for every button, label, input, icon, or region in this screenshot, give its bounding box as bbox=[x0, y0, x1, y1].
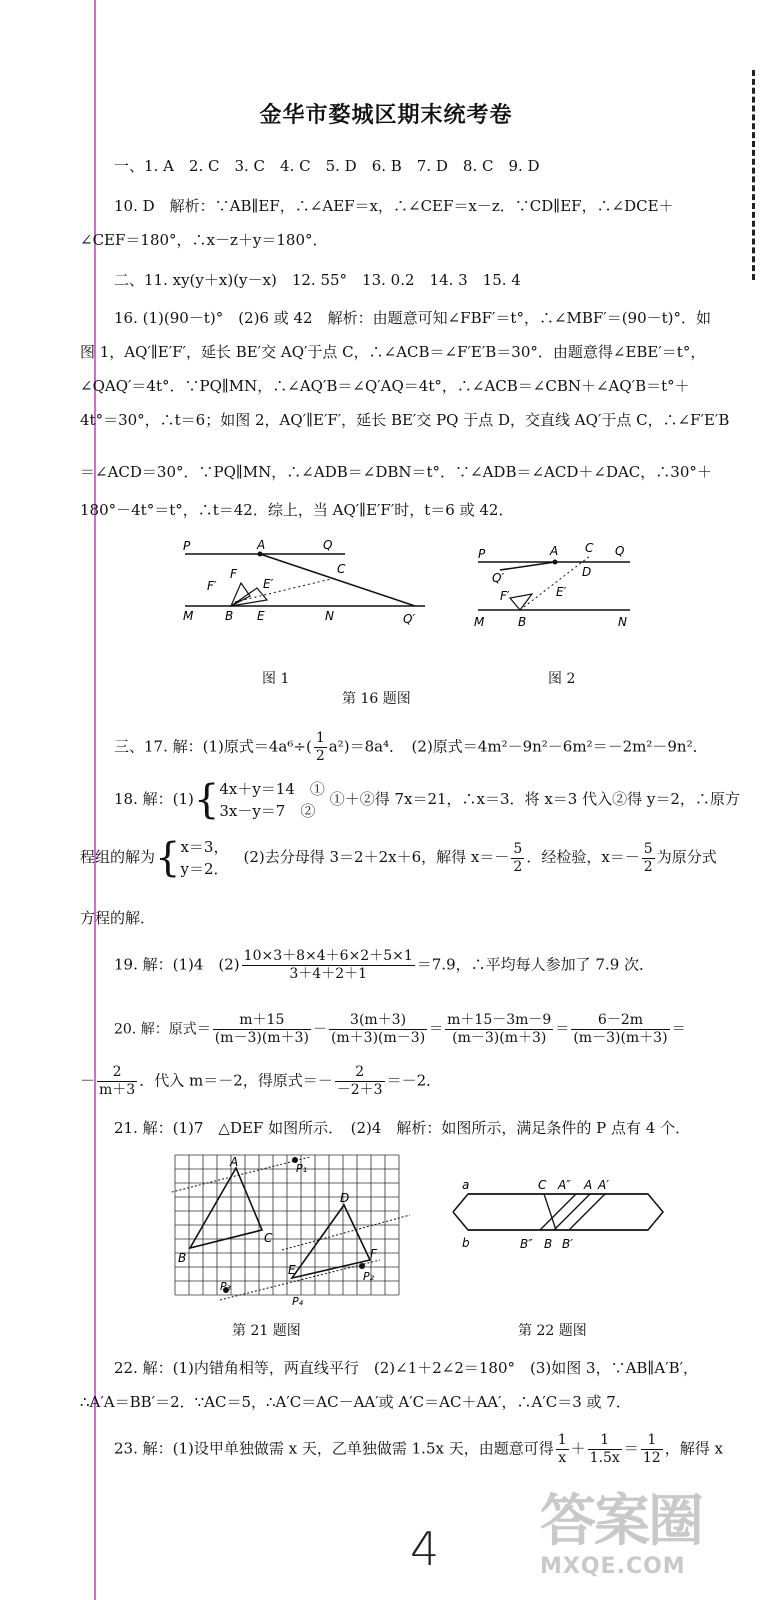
q18-frac1-den: 2 bbox=[513, 858, 523, 875]
figure-21-grid bbox=[170, 1150, 415, 1310]
answer-line-10b: ∠CEF＝180°，∴x－z＋y＝180°． bbox=[80, 231, 328, 249]
q23-frac-b bbox=[588, 1432, 622, 1467]
q20-frace-den: m＋3 bbox=[99, 1082, 136, 1098]
answer-line-16b: 图 1，AQ′∥E′F′，延长 BE′交 AQ′于点 C，∴∠ACB＝∠F′E′B＝30°．由题意得∠EBE′＝t°， bbox=[80, 343, 706, 361]
q18-eq2: 3x－y＝7 ② bbox=[219, 802, 316, 820]
svg-text:F: F bbox=[370, 1247, 377, 1261]
q20-frace-num: 2 bbox=[97, 1064, 137, 1082]
q20-fracb-num: 3(m＋3) bbox=[329, 1012, 427, 1030]
q17-text-b: ＝8a⁴． (2)原式＝4m²－9n²－6m²＝－2m²－9n²． bbox=[349, 737, 708, 756]
svg-text:N: N bbox=[325, 609, 334, 623]
q23-fraca-den: x bbox=[558, 1450, 567, 1466]
answer-line-10: 10. D 解析：∵AB∥EF，∴∠AEF＝x，∴∠CEF＝x－z．∵CD∥EF，∴∠DCE＋ bbox=[114, 197, 674, 215]
q17-frac-den: 2 bbox=[315, 748, 325, 764]
q20-eq-3: ＝ bbox=[671, 1021, 686, 1038]
q23-fracb-den: 1.5x bbox=[589, 1450, 620, 1466]
figure-16-1 bbox=[175, 538, 435, 658]
watermark-url: MXQE.COM bbox=[540, 1554, 686, 1579]
q18-frac-2 bbox=[642, 841, 655, 876]
q18-frac-1 bbox=[511, 841, 524, 876]
svg-text:a: a bbox=[462, 1178, 470, 1192]
q20-text-a: 20. 解：原式＝ bbox=[114, 1021, 211, 1038]
svg-text:A: A bbox=[584, 1178, 593, 1192]
svg-text:Q′: Q′ bbox=[403, 612, 416, 626]
svg-text:A: A bbox=[550, 544, 559, 558]
svg-text:C: C bbox=[264, 1231, 273, 1245]
q19-frac-num: 10×3＋8×4＋6×2＋5×1 bbox=[243, 948, 413, 964]
q23-eq: ＝ bbox=[623, 1439, 639, 1458]
q23-text-a: 23. 解：(1)设甲单独做需 x 天，乙单独做需 1.5x 天，由题意可得 bbox=[114, 1439, 554, 1458]
q19-text-a: 19. 解：(1)4 (2) bbox=[114, 955, 240, 974]
page-title: 金华市婺城区期末统考卷 bbox=[259, 102, 513, 128]
q20-fracd-num: 6－2m bbox=[571, 1012, 669, 1030]
svg-text:Q: Q bbox=[615, 544, 625, 558]
answer-line-11: 二、11. xy(y＋x)(y－x) 12. 55° 13. 0.2 14. 3 15. 4 bbox=[114, 271, 521, 289]
svg-text:D: D bbox=[340, 1191, 350, 1205]
svg-text:M: M bbox=[183, 609, 194, 623]
fig1-label: 图 1 bbox=[262, 671, 290, 687]
answer-line-20: 20. 解：原式＝ $\frac{m+15}{(m-3)(m+3)}$ － $\frac{3(m+3)}{(m+3)(m-3)}$ ＝ $\frac{m+15-3m-9}{(m-3)(m+3)}$ ＝ $\frac{6-2m}{(m-3)(m+3)}$ ＝ bbox=[114, 1012, 686, 1046]
q18-sol2: y＝2． bbox=[180, 860, 229, 878]
answer-line-22b: ∴A′A＝BB′＝2．∵AC＝5，∴A′C＝AC－AA′或 A′C＝AC＋AA′，∴A′C＝3 或 7． bbox=[80, 1393, 631, 1411]
answer-line-20b: － $\frac{2}{m+3}$ ．代入 m＝－2，得原式＝－ $\frac{2}{-2+3}$ ＝－2． bbox=[80, 1064, 442, 1098]
svg-text:C: C bbox=[585, 541, 594, 555]
q23-frac-a bbox=[556, 1432, 569, 1467]
svg-text:B: B bbox=[544, 1237, 553, 1251]
svg-text:F′: F′ bbox=[500, 589, 510, 603]
q17-paren-open: ( bbox=[305, 737, 312, 756]
svg-text:P₁: P₁ bbox=[296, 1162, 308, 1175]
svg-text:Q′: Q′ bbox=[492, 571, 505, 585]
svg-text:P: P bbox=[183, 539, 191, 553]
svg-text:E: E bbox=[288, 1263, 296, 1277]
answer-line-18 bbox=[114, 778, 740, 822]
q20-frac-b bbox=[329, 1012, 427, 1047]
answer-line-22: 22. 解：(1)内错角相等，两直线平行 (2)∠1＋2∠2＝180° (3)如图 3，∵AB∥A′B′， bbox=[114, 1359, 699, 1377]
svg-text:C: C bbox=[538, 1178, 547, 1192]
watermark-text: 答案圈 bbox=[540, 1489, 702, 1554]
q18-frac2-den: 2 bbox=[643, 858, 653, 875]
q17-paren-close: ) bbox=[343, 737, 350, 756]
svg-text:E: E bbox=[257, 609, 265, 623]
svg-text:E′: E′ bbox=[263, 577, 274, 591]
q18-sol1: x＝3， bbox=[180, 838, 229, 856]
q20-fracf-num: 2 bbox=[335, 1064, 385, 1082]
watermark-logo bbox=[540, 1490, 770, 1600]
q20-frac-e bbox=[97, 1064, 137, 1099]
svg-text:N: N bbox=[618, 615, 627, 629]
fig22-caption: 第 22 题图 bbox=[518, 1323, 587, 1339]
q18-solution bbox=[180, 836, 228, 880]
q20-fracc-num: m＋15－3m－9 bbox=[447, 1012, 552, 1028]
q20-eq-1: ＝ bbox=[429, 1021, 444, 1038]
q18-text-d: (2)去分母得 3＝2＋2x＋6，解得 x＝－ bbox=[228, 848, 510, 866]
answer-line-17 bbox=[114, 730, 708, 765]
q23-text-c: ，解得 x bbox=[664, 1439, 723, 1458]
svg-text:B″: B″ bbox=[520, 1237, 533, 1251]
answer-line-16f: 180°－4t°＝t°，∴t＝42．综上，当 AQ′∥E′F′时，t＝6 或 42． bbox=[80, 501, 514, 519]
answer-line-18c: 方程的解． bbox=[80, 909, 156, 927]
q18-text-e: ．经检验，x＝－ bbox=[526, 848, 640, 866]
q20-frac-c bbox=[445, 1012, 553, 1047]
svg-text:B: B bbox=[178, 1251, 187, 1265]
q23-frac-c bbox=[641, 1432, 663, 1467]
svg-text:F′: F′ bbox=[207, 579, 217, 593]
page-number: 4 bbox=[410, 1522, 440, 1576]
q20-eq-2: ＝ bbox=[555, 1021, 570, 1038]
svg-text:P₄: P₄ bbox=[292, 1295, 304, 1308]
svg-text:E′: E′ bbox=[556, 585, 567, 599]
q17-text-a: 三、17. 解：(1)原式＝4a⁶÷ bbox=[114, 737, 306, 756]
q18-text-c: 程组的解为 bbox=[80, 848, 156, 866]
q18-text-f: 为原分式 bbox=[656, 848, 717, 866]
q18-system bbox=[219, 778, 325, 822]
q23-fracb-num: 1 bbox=[588, 1432, 622, 1450]
q20-frac-a bbox=[213, 1012, 311, 1047]
svg-text:b: b bbox=[462, 1236, 470, 1250]
q20-fracb-den: (m＋3)(m－3) bbox=[330, 1030, 426, 1046]
q20-fracd-den: (m－3)(m＋3) bbox=[573, 1030, 668, 1046]
answer-line-16c: ∠QAQ′＝4t°．∵PQ∥MN，∴∠AQ′B＝∠Q′AQ＝4t°，∴∠ACB＝∠CBN＋∠AQ′B＝t°＋ bbox=[80, 377, 690, 395]
q19-frac-den: 3＋4＋2＋1 bbox=[289, 966, 368, 982]
q23-fracc-num: 1 bbox=[641, 1432, 663, 1450]
answer-line-19 bbox=[114, 948, 654, 983]
q20-frac-f bbox=[335, 1064, 385, 1099]
q23-fraca-num: 1 bbox=[557, 1432, 567, 1448]
q17-frac-tail: a² bbox=[328, 737, 344, 756]
svg-text:Q: Q bbox=[323, 538, 333, 552]
answer-line-23: 23. 解：(1)设甲单独做需 x 天，乙单独做需 1.5x 天，由题意可得 $\frac{1}{x}$ ＋ $\frac{1}{1.5x}$ ＝ $\frac{1}{12}$ ，解得 x bbox=[114, 1432, 723, 1466]
q18-eq1: 4x＋y＝14 ① bbox=[219, 780, 325, 798]
q20-text-c: ．代入 m＝－2，得原式＝－ bbox=[139, 1071, 333, 1090]
svg-text:B′: B′ bbox=[562, 1237, 573, 1251]
q19-text-b: ＝7.9，∴平均每人参加了 7.9 次． bbox=[416, 955, 655, 974]
svg-text:C: C bbox=[337, 562, 346, 576]
svg-text:P₂: P₂ bbox=[363, 1270, 375, 1283]
answer-line-1: 一、1. A 2. C 3. C 4. C 5. D 6. B 7. D 8. C 9. D bbox=[114, 157, 540, 175]
q19-fraction bbox=[242, 948, 415, 983]
svg-text:P₃: P₃ bbox=[220, 1280, 232, 1293]
q20-fraca-num: m＋15 bbox=[213, 1012, 311, 1030]
answer-line-18b bbox=[80, 836, 717, 880]
q20-fracc-den: (m－3)(m＋3) bbox=[452, 1030, 547, 1046]
q17-frac-num: 1 bbox=[315, 730, 325, 746]
q17-fraction bbox=[314, 730, 327, 765]
fig2-label: 图 2 bbox=[548, 671, 576, 687]
svg-text:P: P bbox=[478, 547, 486, 561]
q18-text-b: ①＋②得 7x＝21，∴x＝3．将 x＝3 代入②得 y＝2，∴原方 bbox=[329, 790, 740, 808]
q20-frac-d bbox=[571, 1012, 669, 1047]
figure-22 bbox=[448, 1172, 668, 1307]
answer-line-21: 21. 解：(1)7 △DEF 如图所示． (2)4 解析：如图所示，满足条件的 P 点有 4 个． bbox=[114, 1119, 691, 1137]
svg-text:A: A bbox=[230, 1155, 239, 1169]
figure-16-2 bbox=[470, 538, 650, 638]
q23-fracc-den: 12 bbox=[642, 1450, 661, 1466]
q18-frac2-num: 5 bbox=[643, 840, 653, 857]
svg-text:B: B bbox=[225, 609, 234, 623]
q20-fraca-den: (m－3)(m＋3) bbox=[214, 1030, 309, 1046]
svg-text:F: F bbox=[230, 567, 237, 581]
fig21-caption: 第 21 题图 bbox=[232, 1323, 301, 1339]
svg-text:A′: A′ bbox=[598, 1178, 609, 1192]
answer-line-16e: ＝∠ACD＝30°．∵PQ∥MN，∴∠ADB＝∠DBN＝t°．∵∠ADB＝∠ACD＋∠DAC，∴30°＋ bbox=[80, 463, 712, 481]
svg-text:D: D bbox=[582, 565, 592, 579]
fig16-caption: 第 16 题图 bbox=[342, 691, 411, 707]
svg-text:M: M bbox=[474, 615, 485, 629]
svg-text:B: B bbox=[518, 615, 527, 629]
q18-frac1-num: 5 bbox=[513, 840, 523, 857]
svg-text:A: A bbox=[257, 538, 266, 552]
answer-line-16d: 4t°＝30°，∴t＝6；如图 2，AQ′∥E′F′，延长 BE′交 PQ 于点 D，交直线 AQ′于点 C，∴∠F′E′B bbox=[80, 411, 730, 429]
q18-sol-brace: { bbox=[155, 835, 181, 881]
answer-line-16: 16. (1)(90－t)° (2)6 或 42 解析：由题意可知∠FBF′＝t°，∴∠MBF′＝(90－t)°．如 bbox=[114, 309, 712, 327]
q18-text-a: 18. 解：(1) bbox=[114, 790, 194, 808]
q20-text-d: ＝－2． bbox=[386, 1071, 442, 1090]
q20-fracf-den: －2＋3 bbox=[336, 1082, 383, 1098]
q18-brace: { bbox=[193, 777, 220, 823]
svg-text:A″: A″ bbox=[558, 1178, 571, 1192]
